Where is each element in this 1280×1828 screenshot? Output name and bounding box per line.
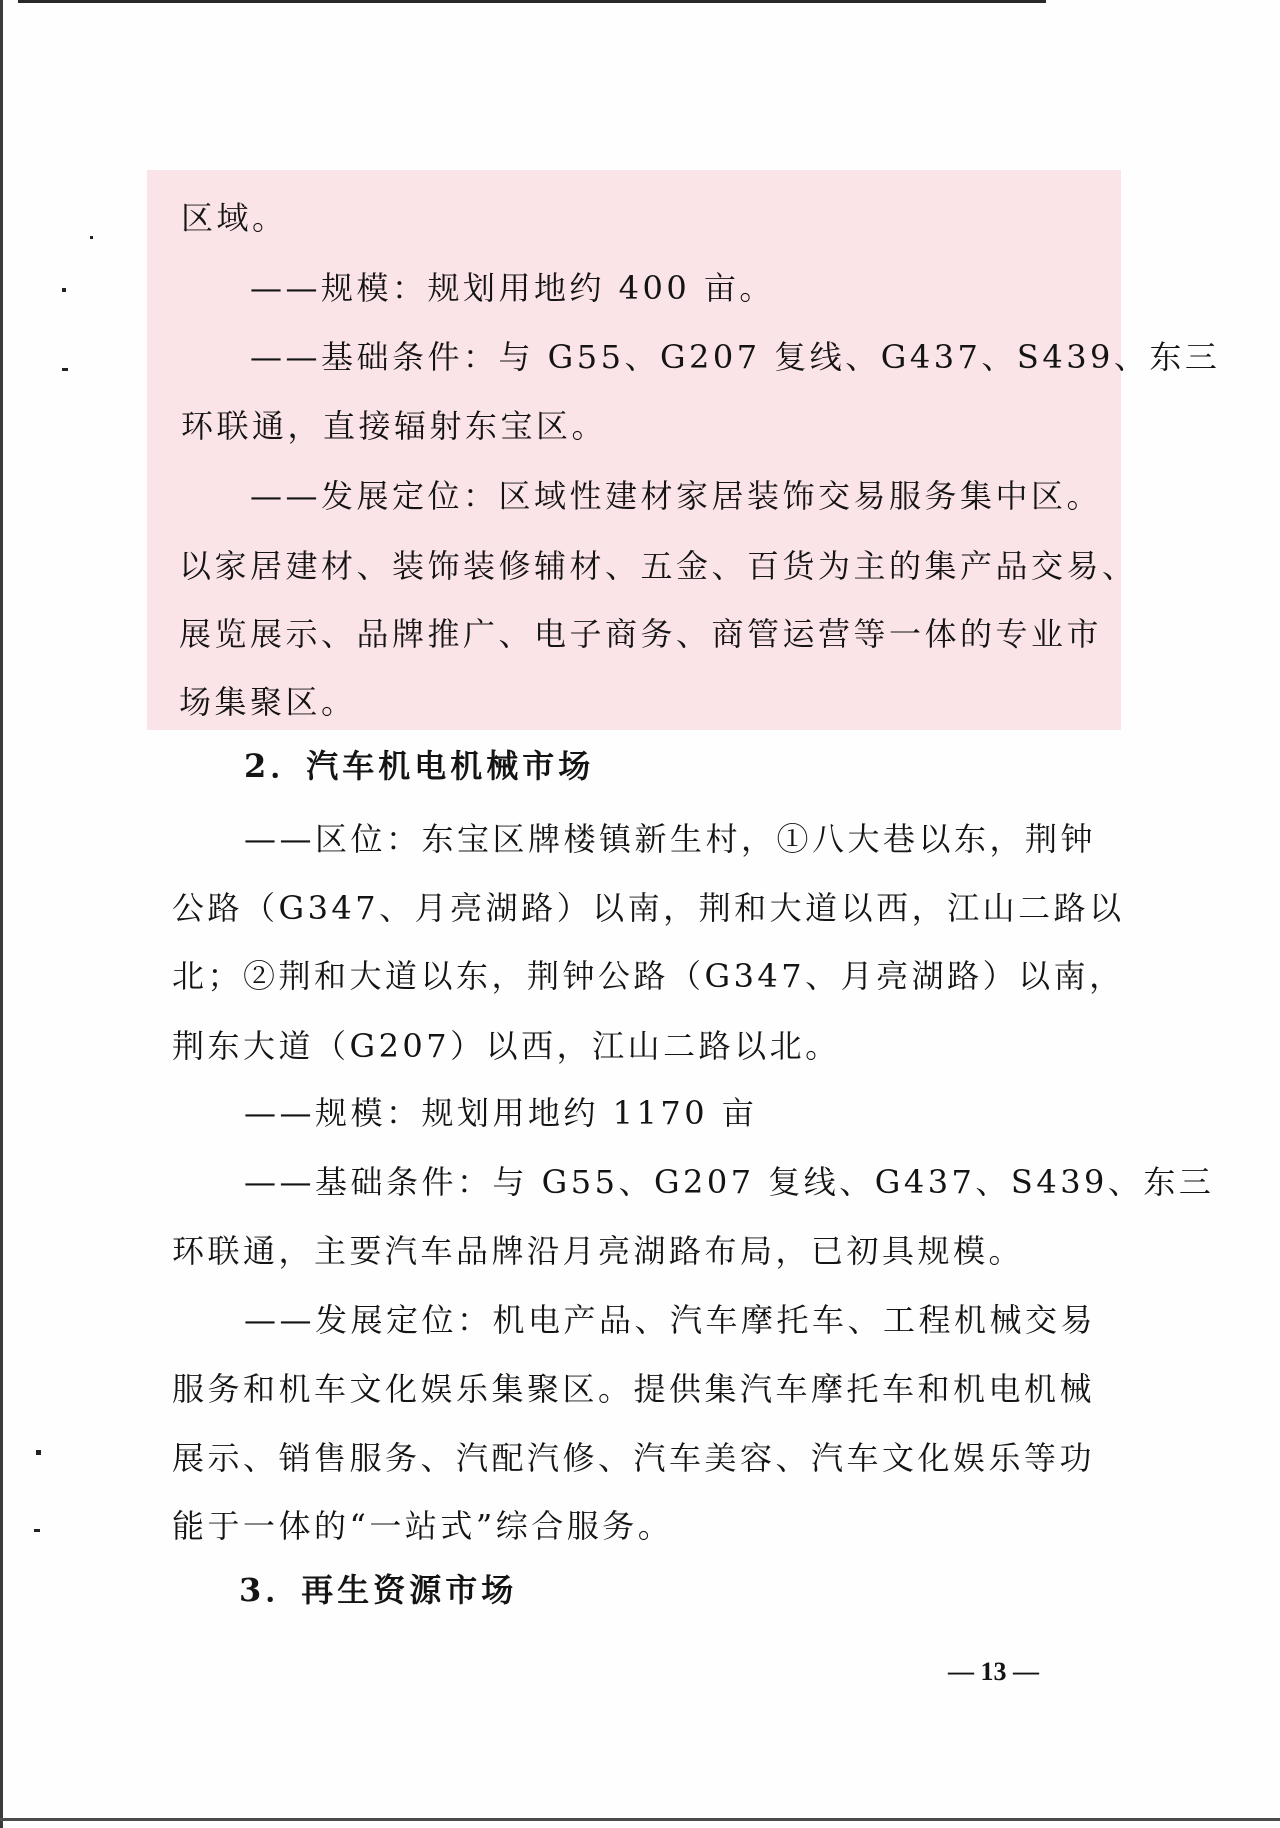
scan-speck: [34, 1529, 40, 1532]
scan-speck: [36, 1450, 41, 1455]
left-page-edge: [0, 0, 3, 1828]
paragraph-line: ——基础条件：与 G55、G207 复线、G437、S439、东三: [244, 1163, 1215, 1201]
paragraph-line: 场集聚区。: [179, 683, 357, 721]
section-heading: 2．汽车机电机械市场: [244, 747, 595, 785]
paragraph-line: 能于一体的“一站式”综合服务。: [172, 1507, 674, 1545]
paragraph-line: 公路（G347、月亮湖路）以南，荆和大道以西，江山二路以: [172, 889, 1125, 927]
scan-speck: [62, 288, 66, 292]
paragraph-line: ——基础条件：与 G55、G207 复线、G437、S439、东三: [250, 338, 1221, 376]
paragraph-line: ——规模：规划用地约 400 亩。: [250, 269, 775, 307]
page-number: — 13 —: [948, 1657, 1039, 1686]
top-rule: [18, 0, 1046, 3]
paragraph-line: 区域。: [181, 199, 288, 237]
scan-speck: [62, 368, 68, 371]
scan-speck: [90, 236, 93, 239]
paragraph-line: 荆东大道（G207）以西，江山二路以北。: [172, 1027, 841, 1065]
paragraph-line: 环联通，主要汽车品牌沿月亮湖路布局，已初具规模。: [172, 1232, 1025, 1270]
paragraph-line: 展示、销售服务、汽配汽修、汽车美容、汽车文化娱乐等功: [172, 1439, 1096, 1477]
section-heading: 3．再生资源市场: [239, 1571, 518, 1609]
paragraph-line: ——规模：规划用地约 1170 亩: [244, 1094, 758, 1132]
paragraph-line: 以家居建材、装饰装修辅材、五金、百货为主的集产品交易、: [179, 547, 1138, 585]
paragraph-line: 环联通，直接辐射东宝区。: [181, 407, 608, 445]
paragraph-line: ——发展定位：机电产品、汽车摩托车、工程机械交易: [244, 1301, 1097, 1339]
paragraph-line: 北；②荆和大道以东，荆钟公路（G347、月亮湖路）以南，: [172, 957, 1125, 995]
bottom-rule: [0, 1818, 1280, 1821]
paragraph-line: 服务和机车文化娱乐集聚区。提供集汽车摩托车和机电机械: [172, 1370, 1096, 1408]
paragraph-line: ——发展定位：区域性建材家居装饰交易服务集中区。: [250, 477, 1103, 515]
paragraph-line: 展览展示、品牌推广、电子商务、商管运营等一体的专业市: [179, 615, 1103, 653]
paragraph-line: ——区位：东宝区牌楼镇新生村，①八大巷以东，荆钟: [244, 820, 1097, 858]
